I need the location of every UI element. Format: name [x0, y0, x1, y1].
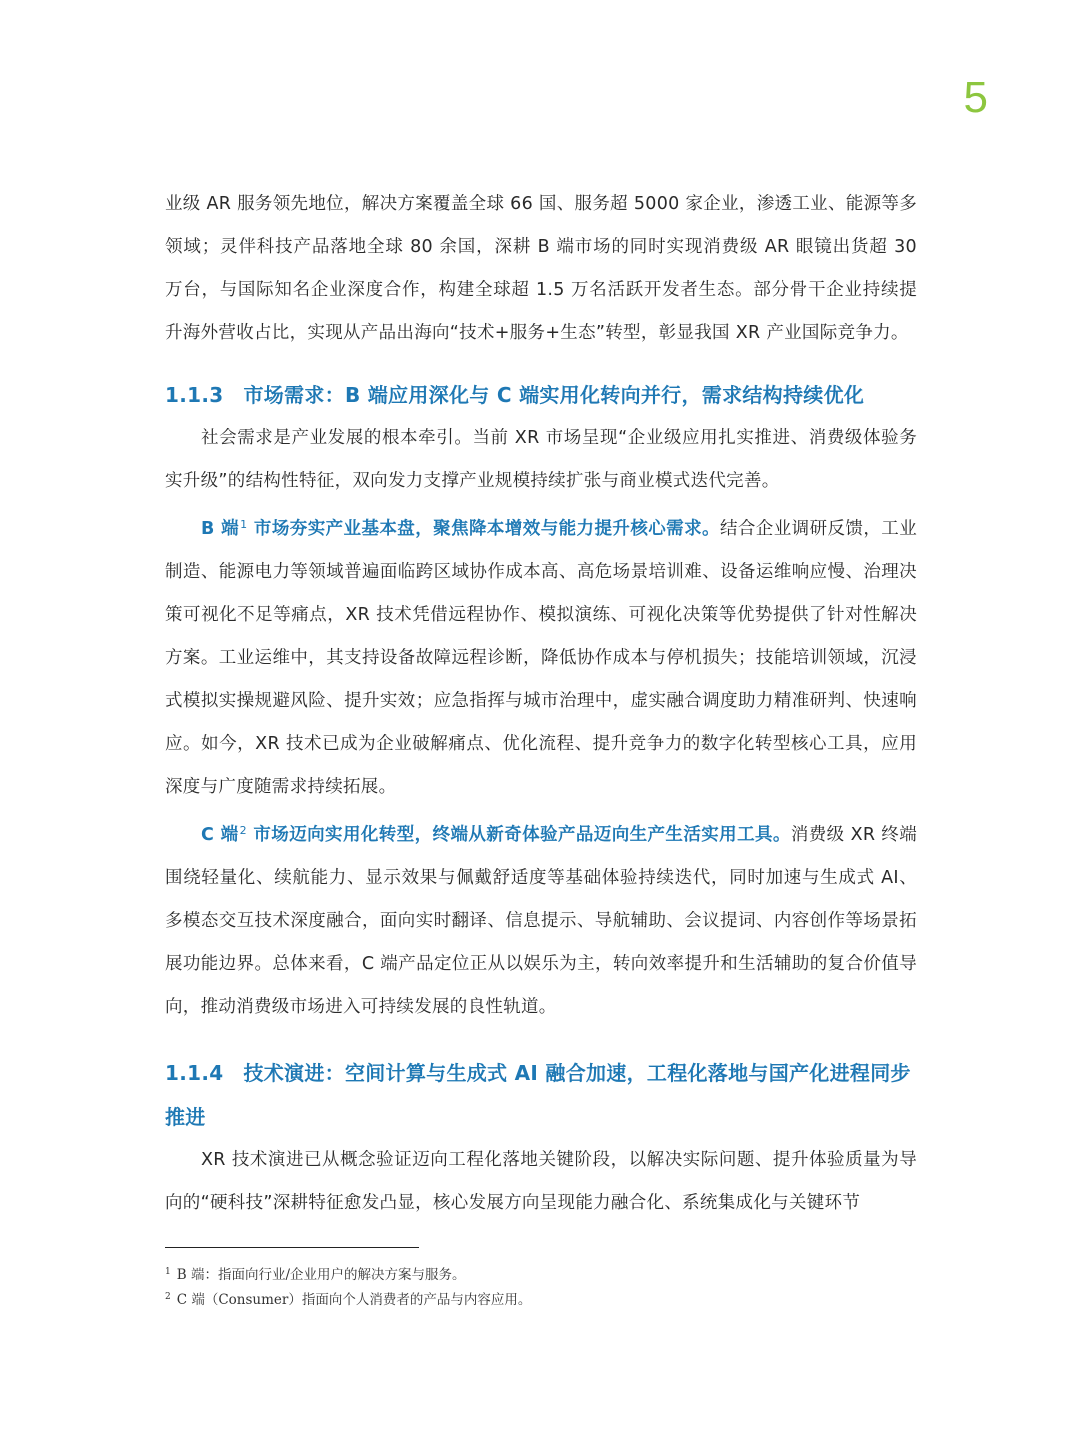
- lead-c-end: [201, 825, 791, 845]
- lead-text: 市场迈向实用化转型，终端从新奇体验产品迈向生产生活实用工具。: [246, 825, 791, 845]
- section-title: 市场需求：B 端应用深化与 C 端实用化转向并行，需求结构持续优化: [243, 383, 865, 407]
- paragraph-market-intro: 社会需求是产业发展的根本牵引。当前 XR 市场呈现“企业级应用扎实推进、消费级体验务实升级”的结构性特征，双向发力支撑产业规模持续扩张与商业模式迭代完善。: [165, 428, 917, 491]
- lead-text: 市场夯实产业基本盘，聚焦降本增效与能力提升核心需求。: [247, 519, 720, 539]
- main-content: [165, 183, 917, 1225]
- footnote-ref-1: 1: [240, 518, 248, 531]
- footnote-divider: [165, 1247, 419, 1248]
- footnote-2: [165, 1286, 925, 1311]
- paragraph-c-end: [165, 809, 917, 1029]
- paragraph-tech-evolution: XR 技术演进已从概念验证迈向工程化落地关键阶段，以解决实际问题、提升体验质量为导向的“硬科技”深耕特征愈发凸显，核心发展方向呈现能力融合化、系统集成化与关键环节: [165, 1150, 917, 1213]
- footnote-text: C 端（Consumer）指面向个人消费者的产品与内容应用。: [176, 1292, 532, 1308]
- body-text: 结合企业调研反馈，工业制造、能源电力等领域普遍面临跨区域协作成本高、高危场景培训难、设备运维响应慢、治理决策可视化不足等痛点，XR 技术凭借远程协作、模拟演练、可视化决策等优势提供了针对性解决方案。工业运维中，其支持设备故障远程诊断，降低协作成本与停机损失；技能培训领域，沉浸式模拟实操规避风险、提升实效；应急指挥与城市治理中，虚实融合调度助力精准研判、快速响应。如今，XR 技术已成为企业破解痛点、优化流程、提升竞争力的数字化转型核心工具，应用深度与广度随需求持续拓展。: [165, 519, 917, 797]
- body-text: 消费级 XR 终端围绕轻量化、续航能力、显示效果与佩戴舒适度等基础体验持续迭代，同时加速与生成式 AI、多模态交互技术深度融合，面向实时翻译、信息提示、导航辅助、会议提词、内容创作等场景拓展功能边界。总体来看，C 端产品定位正从以娱乐为主，转向效率提升和生活辅助的复合价值导向，推动消费级市场进入可持续发展的良性轨道。: [165, 825, 918, 1017]
- footnotes: [165, 1261, 925, 1311]
- section-title: 技术演进：空间计算与生成式 AI 融合加速，工程化落地与国产化进程同步推进: [165, 1061, 911, 1129]
- lead-b-end: [201, 519, 720, 539]
- paragraph-b-end: [165, 503, 917, 809]
- footnote-text: B 端：指面向行业/企业用户的解决方案与服务。: [176, 1267, 466, 1283]
- footnote-mark: 1: [165, 1267, 171, 1277]
- section-number: 1.1.4: [165, 1061, 224, 1085]
- lead-text: C 端: [201, 825, 239, 845]
- page-number: 5: [963, 73, 988, 122]
- section-heading-1-1-3: [165, 373, 917, 417]
- lead-text: B 端: [201, 519, 240, 539]
- paragraph-continuation: 业级 AR 服务领先地位，解决方案覆盖全球 66 国、服务超 5000 家企业，渗透工业、能源等多领域；灵伴科技产品落地全球 80 余国，深耕 B 端市场的同时实现消费级 AR 眼镜出货超 30 万台，与国际知名企业深度合作，构建全球超 1.5 万名活跃开发者生态。部分骨干企业持续提升海外营收占比，实现从产品出海向“技术+服务+生态”转型，彰显我国 XR 产业国际竞争力。: [165, 194, 917, 343]
- section-number: 1.1.3: [165, 383, 224, 407]
- footnote-1: [165, 1261, 925, 1286]
- footnote-ref-2: 2: [239, 824, 247, 837]
- section-heading-1-1-4: [165, 1051, 917, 1139]
- footnote-mark: 2: [165, 1292, 171, 1302]
